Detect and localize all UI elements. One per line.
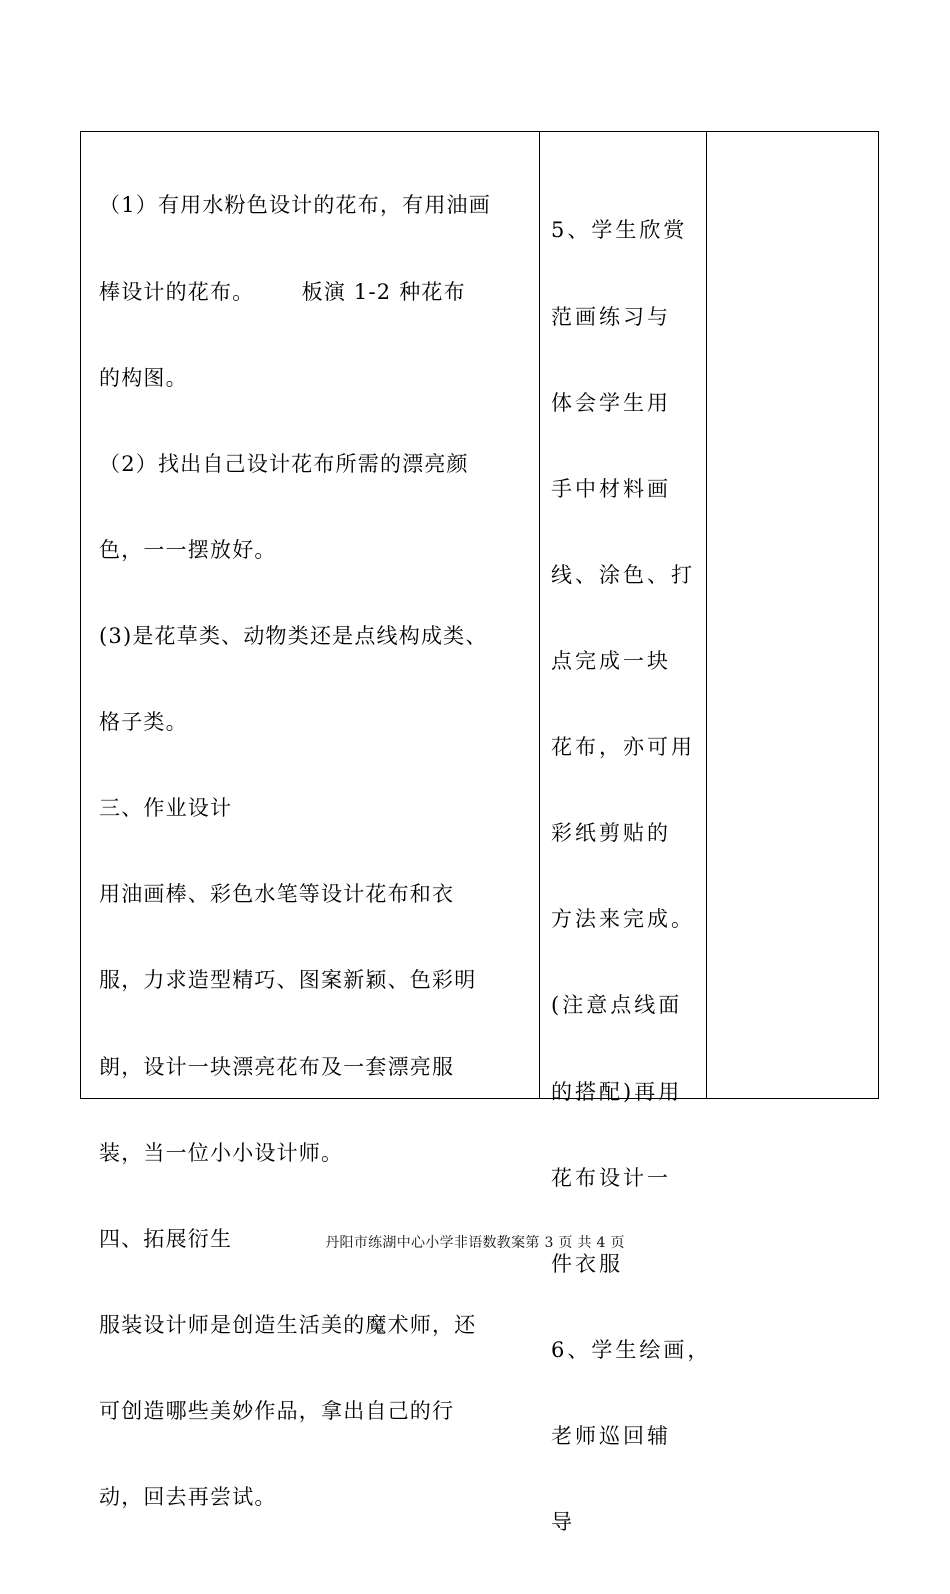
text-line: 彩纸剪贴的 bbox=[551, 821, 671, 846]
text-line: 色，一一摆放好。 bbox=[99, 537, 277, 562]
text-line: 老师巡回辅 bbox=[551, 1423, 671, 1448]
text-line: （2）找出自己设计花布所需的漂亮颜 bbox=[99, 451, 469, 476]
text-line: 棒设计的花布。 板演 1-2 种花布 bbox=[99, 279, 466, 304]
text-line: 6、学生绘画， bbox=[551, 1337, 712, 1362]
text-line: 花布设计一 bbox=[551, 1165, 671, 1190]
text-line: 件衣服 bbox=[551, 1251, 623, 1276]
text-line: 服装设计师是创造生活美的魔术师，还 bbox=[99, 1312, 477, 1337]
page-footer: 丹阳市练湖中心小学非语数教案第 3 页 共 4 页 bbox=[325, 1235, 625, 1251]
text-line: 的搭配)再用 bbox=[551, 1079, 683, 1104]
text-line: 的构图。 bbox=[99, 365, 188, 390]
notes-cell bbox=[707, 132, 878, 1098]
text-line: 点完成一块 bbox=[551, 648, 671, 673]
student-activity-cell bbox=[540, 132, 712, 1535]
text-line: 方法来完成。 bbox=[551, 907, 695, 932]
text-line: 5、学生欣赏 bbox=[551, 218, 688, 243]
text-line: 动，回去再尝试。 bbox=[99, 1485, 277, 1510]
text-line: 装，当一位小小设计师。 bbox=[99, 1140, 344, 1165]
text-line: 服，力求造型精巧、图案新颖、色彩明 bbox=[99, 968, 477, 993]
text-line: (3)是花草类、动物类还是点线构成类、 bbox=[99, 623, 488, 648]
text-line: 手中材料画 bbox=[551, 476, 671, 501]
text-line: 格子类。 bbox=[99, 710, 188, 735]
section-heading-extension: 四、拓展衍生 bbox=[99, 1226, 233, 1251]
text-line: 体会学生用 bbox=[551, 390, 671, 415]
student-activity-text bbox=[551, 159, 712, 1594]
text-line: （1）有用水粉色设计的花布，有用油画 bbox=[99, 193, 491, 218]
text-line: 朗，设计一块漂亮花布及一套漂亮服 bbox=[99, 1054, 455, 1079]
teaching-process-text bbox=[99, 134, 531, 1569]
text-line: 范画练习与 bbox=[551, 304, 671, 329]
text-line: 导 bbox=[551, 1510, 575, 1535]
text-line: 用油画棒、彩色水笔等设计花布和衣 bbox=[99, 882, 455, 907]
section-heading-homework: 三、作业设计 bbox=[99, 796, 233, 821]
text-line: 可创造哪些美妙作品，拿出自己的行 bbox=[99, 1398, 455, 1423]
text-line: 花布，亦可用 bbox=[551, 735, 695, 760]
text-line: (注意点线面 bbox=[551, 993, 683, 1018]
text-line: 线、涂色、打 bbox=[551, 562, 695, 587]
